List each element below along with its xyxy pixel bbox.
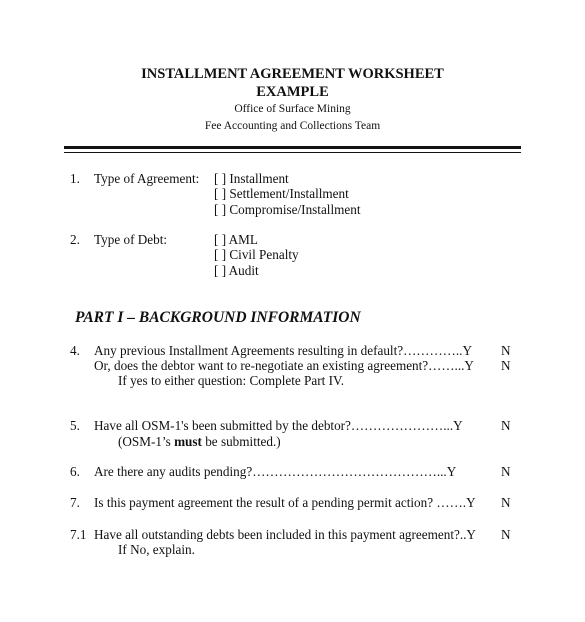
question-5-text: Have all OSM-1's been submitted by the debtor?…………………...Y	[94, 418, 463, 433]
office-name: Office of Surface Mining	[234, 103, 351, 115]
question-4-instruction: If yes to either question: Complete Part IV.	[118, 373, 345, 388]
question-5-note-emphasis: must	[174, 434, 202, 449]
debt-type-label: Type of Debt:	[94, 232, 168, 247]
question-5-note-post: be submitted.)	[201, 434, 281, 449]
debt-option-civil-penalty[interactable]: [ ] Civil Penalty	[214, 247, 299, 262]
debt-option-audit[interactable]: [ ] Audit	[214, 263, 259, 278]
header-divider-thick	[64, 146, 521, 149]
item-number: 2.	[70, 232, 80, 247]
agreement-option-installment[interactable]: [ ] Installment	[214, 171, 289, 186]
question-number: 6.	[70, 464, 80, 479]
question-number: 4.	[70, 343, 80, 358]
question-7-1-instruction: If No, explain.	[118, 542, 195, 557]
question-number: 7.	[70, 495, 80, 510]
agreement-option-compromise[interactable]: [ ] Compromise/Installment	[214, 202, 361, 217]
header-divider-thin	[64, 152, 521, 153]
question-number: 7.1	[70, 527, 87, 542]
question-5-no-option[interactable]: N	[501, 418, 511, 433]
question-4-text: Any previous Installment Agreements resulting in default?…………..Y	[94, 343, 472, 358]
question-7-text: Is this payment agreement the result of a pending permit action? …….Y	[94, 495, 476, 510]
question-5-note-pre: (OSM-1’s	[118, 434, 175, 449]
question-4-no-option[interactable]: N	[501, 343, 511, 358]
item-number: 1.	[70, 171, 80, 186]
question-number: 5.	[70, 418, 80, 433]
question-6-text: Are there any audits pending?……………………………………...Y	[94, 464, 457, 479]
agreement-type-label: Type of Agreement:	[94, 171, 200, 186]
part1-heading: PART I – BACKGROUND INFORMATION	[75, 309, 361, 326]
document-title-example: EXAMPLE	[256, 84, 329, 100]
question-4-renegotiate-text: Or, does the debtor want to re-negotiate an existing agreement?……...Y	[94, 358, 474, 373]
agreement-option-settlement[interactable]: [ ] Settlement/Installment	[214, 186, 349, 201]
question-7-no-option[interactable]: N	[501, 495, 511, 510]
question-6-no-option[interactable]: N	[501, 464, 511, 479]
question-7-1-text: Have all outstanding debts been included in this payment agreement?..Y	[94, 527, 476, 542]
question-4-renegotiate-no-option[interactable]: N	[501, 358, 511, 373]
document-title: INSTALLMENT AGREEMENT WORKSHEET	[141, 66, 444, 82]
question-7-1-no-option[interactable]: N	[501, 527, 511, 542]
debt-option-aml[interactable]: [ ] AML	[214, 232, 258, 247]
question-5-note	[118, 434, 281, 450]
team-name: Fee Accounting and Collections Team	[204, 120, 381, 132]
